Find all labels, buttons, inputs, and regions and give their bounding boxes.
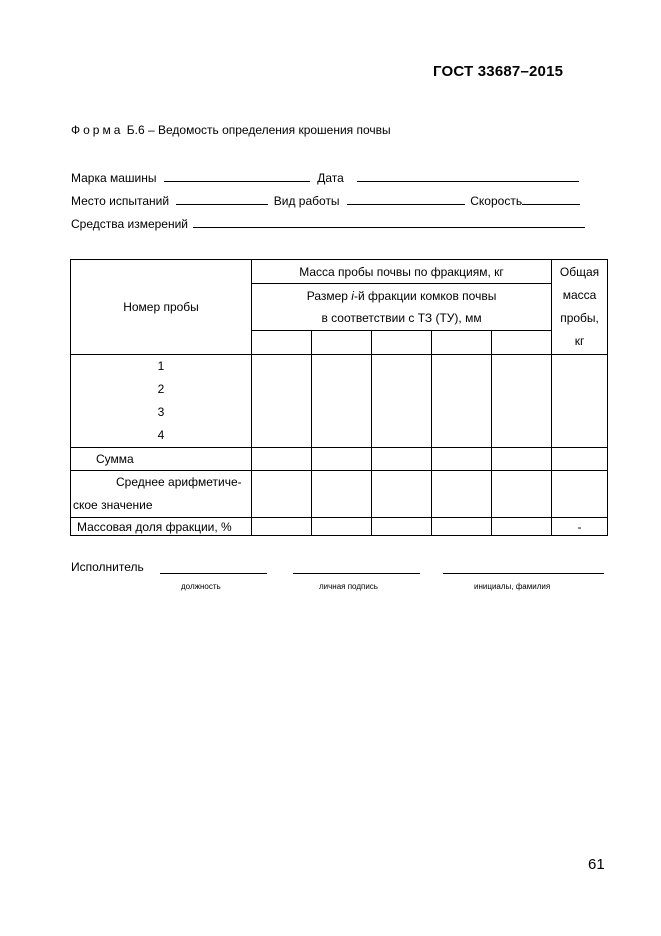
size-line1-index: i	[351, 289, 354, 303]
sum-cell[interactable]	[492, 448, 552, 471]
header-mass-by-fraction: Масса пробы почвы по фракциям, кг	[252, 260, 552, 284]
test-place-blank[interactable]	[176, 193, 268, 205]
mass-share-total: -	[552, 518, 608, 536]
header-fraction-size-line-2: в соответствии с ТЗ (ТУ), мм	[321, 311, 482, 325]
data-cell[interactable]	[432, 355, 492, 448]
header-total-line-2: масса	[562, 288, 597, 302]
mean-cell[interactable]	[492, 471, 552, 518]
speed-label: Скорость	[470, 194, 523, 208]
mean-cell[interactable]	[252, 471, 312, 518]
mean-cell[interactable]	[552, 471, 608, 518]
field-row-instruments	[71, 216, 585, 231]
position-caption: должность	[181, 582, 221, 591]
mean-cell[interactable]	[312, 471, 372, 518]
instruments-label: Средства измерений	[71, 217, 189, 231]
header-total-line-3: пробы,	[560, 311, 599, 325]
speed-blank[interactable]	[522, 193, 580, 205]
mean-label-line-1: Среднее арифметиче-	[116, 475, 242, 489]
mass-share-cell[interactable]	[252, 518, 312, 536]
sum-label: Сумма	[71, 448, 252, 471]
sample-row-2: 2	[157, 382, 165, 396]
signature-line[interactable]	[293, 573, 420, 574]
mean-label-line-2: ское значение	[73, 498, 153, 512]
name-line[interactable]	[443, 573, 604, 574]
sum-cell[interactable]	[432, 448, 492, 471]
header-sample-number: Номер пробы	[71, 260, 252, 355]
sample-row-1: 1	[157, 359, 165, 373]
form-title-text: – Ведомость определения крошения почвы	[144, 123, 391, 137]
data-cell[interactable]	[492, 355, 552, 448]
header-total-mass	[552, 260, 608, 355]
name-caption: инициалы, фамилия	[474, 582, 551, 591]
field-row-machine	[71, 170, 579, 185]
fraction-col-5[interactable]	[492, 331, 552, 355]
sum-cell[interactable]	[372, 448, 432, 471]
mass-share-cell[interactable]	[312, 518, 372, 536]
work-type-label: Вид работы	[273, 194, 340, 208]
sample-numbers	[71, 355, 252, 448]
executor-label: Исполнитель	[71, 560, 144, 574]
data-cell[interactable]	[372, 355, 432, 448]
instruments-blank[interactable]	[193, 216, 585, 228]
form-label: Форма	[71, 123, 124, 137]
test-place-label: Место испытаний	[71, 194, 170, 208]
machine-blank[interactable]	[164, 170, 310, 182]
mean-cell[interactable]	[432, 471, 492, 518]
sum-cell[interactable]	[312, 448, 372, 471]
document-standard-number: ГОСТ 33687–2015	[433, 63, 564, 80]
data-cell[interactable]	[312, 355, 372, 448]
date-label: Дата	[317, 171, 344, 185]
header-total-line-1: Общая	[559, 265, 600, 279]
form-number: Б.6	[126, 123, 145, 137]
fraction-col-1[interactable]	[252, 331, 312, 355]
field-row-test-place	[71, 193, 580, 208]
soil-crumbling-table	[70, 259, 608, 536]
form-title	[71, 123, 391, 137]
header-total-line-4: кг	[574, 334, 585, 348]
fraction-col-2[interactable]	[312, 331, 372, 355]
date-blank[interactable]	[357, 170, 579, 182]
size-line1-post: -й фракции комков почвы	[353, 289, 497, 303]
data-cell[interactable]	[252, 355, 312, 448]
fraction-col-3[interactable]	[372, 331, 432, 355]
mass-share-label: Массовая доля фракции, %	[71, 518, 252, 536]
mass-share-cell[interactable]	[372, 518, 432, 536]
header-fraction-size-line-1	[252, 285, 551, 307]
mass-share-cell[interactable]	[492, 518, 552, 536]
mean-label	[71, 471, 252, 518]
machine-label: Марка машины	[71, 171, 157, 185]
sum-cell[interactable]	[552, 448, 608, 471]
sample-row-3: 3	[157, 405, 165, 419]
position-line[interactable]	[160, 573, 267, 574]
header-fraction-size	[252, 284, 552, 331]
page-number: 61	[588, 856, 605, 873]
work-type-blank[interactable]	[347, 193, 465, 205]
signature-caption: личная подпись	[319, 582, 378, 591]
sample-row-4: 4	[157, 428, 165, 442]
mass-share-cell[interactable]	[432, 518, 492, 536]
fraction-col-4[interactable]	[432, 331, 492, 355]
size-line1-pre: Размер	[306, 289, 352, 303]
data-cell[interactable]	[552, 355, 608, 448]
mean-cell[interactable]	[372, 471, 432, 518]
sum-cell[interactable]	[252, 448, 312, 471]
